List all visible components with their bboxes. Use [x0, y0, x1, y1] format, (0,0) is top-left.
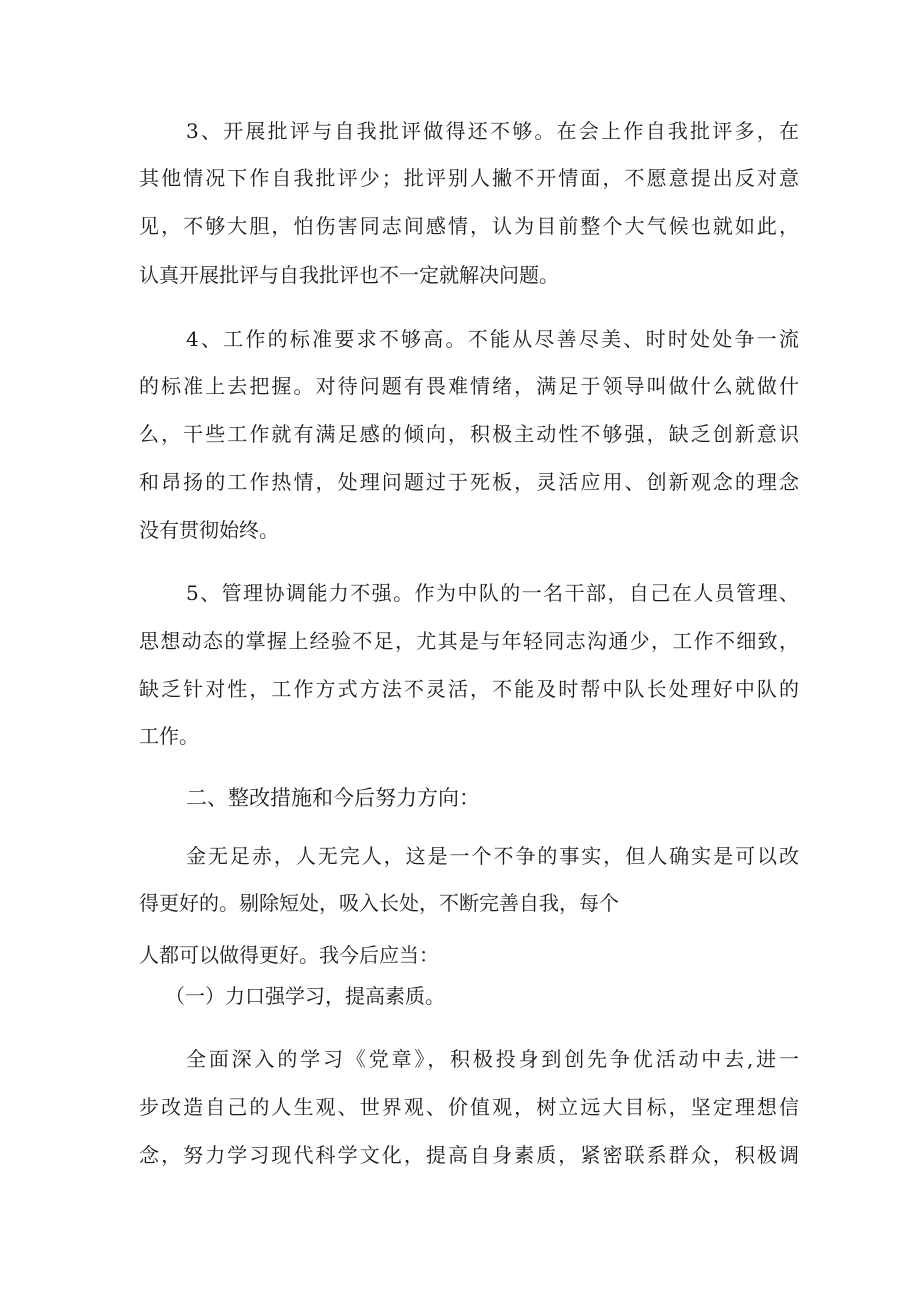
paragraph-line: 见，不够大胆，怕伤害同志间感情，认为目前整个大气候也就如此，	[139, 214, 799, 238]
paragraph-line: 步改造自己的人生观、世界观、价值观，树立远大目标，坚定理想信	[139, 1095, 799, 1119]
paragraph-line: 5、管理协调能力不强。作为中队的一名干部，自己在人员管理、	[186, 581, 799, 605]
paragraph-line: 思想动态的掌握上经验不足，尤其是与年轻同志沟通少，工作不细致，	[139, 629, 799, 653]
paragraph-line: 人都可以做得更好。我今后应当：	[139, 943, 439, 967]
paragraph-line: 4、工作的标准要求不够高。不能从尽善尽美、时时处处争一流	[186, 327, 799, 351]
paragraph-line: 工作。	[139, 724, 199, 748]
paragraph-line: 认真开展批评与自我批评也不一定就解决问题。	[139, 263, 559, 287]
section-heading: 二、整改措施和今后努力方向：	[186, 786, 480, 810]
paragraph-line: 全面深入的学习《党章》，积极投身到创先争优活动中去,进一	[186, 1047, 799, 1071]
paragraph-line: 金无足赤，人无完人，这是一个不争的事实，但人确实是可以改	[186, 844, 799, 868]
paragraph-line: 3、开展批评与自我批评做得还不够。在会上作自我批评多，在	[186, 119, 799, 143]
paragraph-line: 念，努力学习现代科学文化，提高自身素质，紧密联系群众，积极调	[139, 1143, 799, 1167]
paragraph-line: 么，干些工作就有满足感的倾向，积极主动性不够强，缺乏创新意识	[139, 422, 799, 446]
paragraph-line: 没有贯彻始终。	[139, 518, 279, 542]
paragraph-line: 其他情况下作自我批评少；批评别人撇不开情面，不愿意提出反对意	[139, 166, 799, 190]
paragraph-line: 得更好的。剔除短处，吸入长处，不断完善自我，每个	[139, 891, 619, 915]
paragraph-line: 和昂扬的工作热情，处理问题过于死板，灵活应用、创新观念的理念	[139, 470, 799, 494]
paragraph-line: 的标准上去把握。对待问题有畏难情绪，满足于领导叫做什么就做什	[139, 374, 799, 398]
subsection-heading: （一）力口强学习，提高素质。	[165, 984, 445, 1008]
paragraph-line: 缺乏针对性，工作方式方法不灵活，不能及时帮中队长处理好中队的	[139, 677, 799, 701]
